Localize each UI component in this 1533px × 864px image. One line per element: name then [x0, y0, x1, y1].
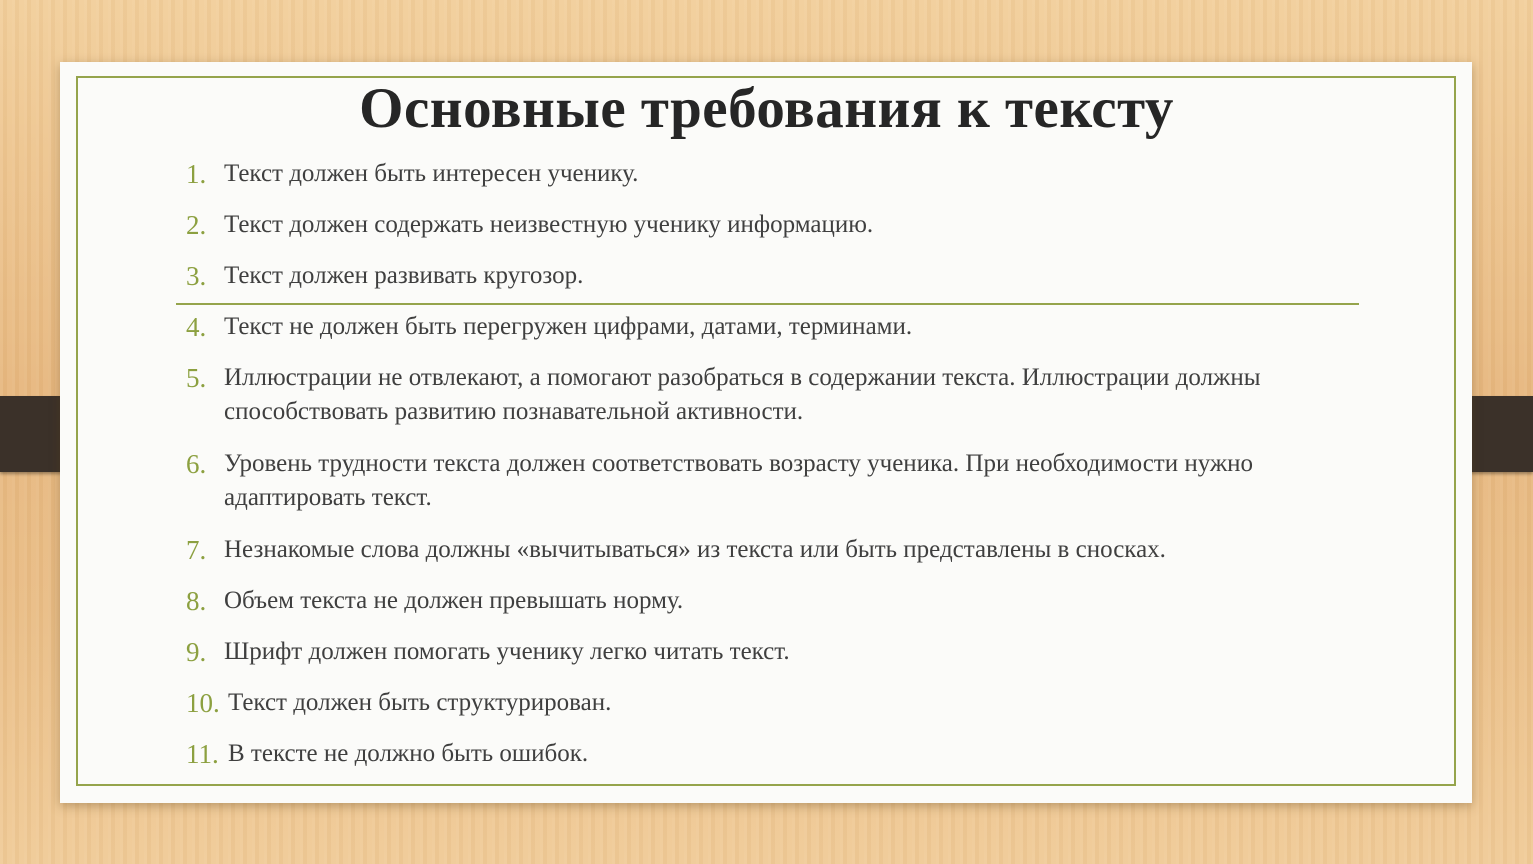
item-number: 1.: [186, 159, 207, 189]
item-number: 9.: [186, 637, 207, 667]
item-number: 4.: [186, 312, 207, 342]
item-text: В тексте не должно быть ошибок.: [228, 740, 589, 767]
item-number: 8.: [186, 586, 207, 616]
item-text: Иллюстрации не отвлекают, а помогают разобраться в содержании текста. Иллюстрации должны: [224, 364, 1261, 391]
item-text-line2: адаптировать текст.: [224, 484, 432, 511]
item-text: Объем текста не должен превышать норму.: [224, 587, 684, 614]
item-text: Шрифт должен помогать ученику легко читать текст.: [224, 638, 790, 665]
item-text-line2: способствовать развитию познавательной активности.: [224, 398, 804, 425]
divider-line: [176, 303, 1359, 305]
item-text: Текст должен развивать кругозор.: [224, 262, 584, 289]
item-number: 6.: [186, 449, 207, 479]
item-text: Текст не должен быть перегружен цифрами, датами, терминами.: [224, 313, 913, 340]
slide-title: Основные требования к тексту: [359, 77, 1174, 140]
item-text: Текст должен быть структурирован.: [228, 689, 612, 716]
item-text: Уровень трудности текста должен соответствовать возрасту ученика. При необходимости нужно: [224, 450, 1254, 477]
item-number: 5.: [186, 363, 207, 393]
item-number: 7.: [186, 535, 207, 565]
item-number: 3.: [186, 261, 207, 291]
item-text: Незнакомые слова должны «вычитываться» из текста или быть представлены в сносках.: [224, 536, 1166, 563]
item-text: Текст должен быть интересен ученику.: [224, 160, 639, 187]
item-text: Текст должен содержать неизвестную ученику информацию.: [224, 211, 874, 238]
item-number: 10.: [186, 688, 220, 718]
item-number: 11.: [186, 739, 219, 769]
item-number: 2.: [186, 210, 207, 240]
